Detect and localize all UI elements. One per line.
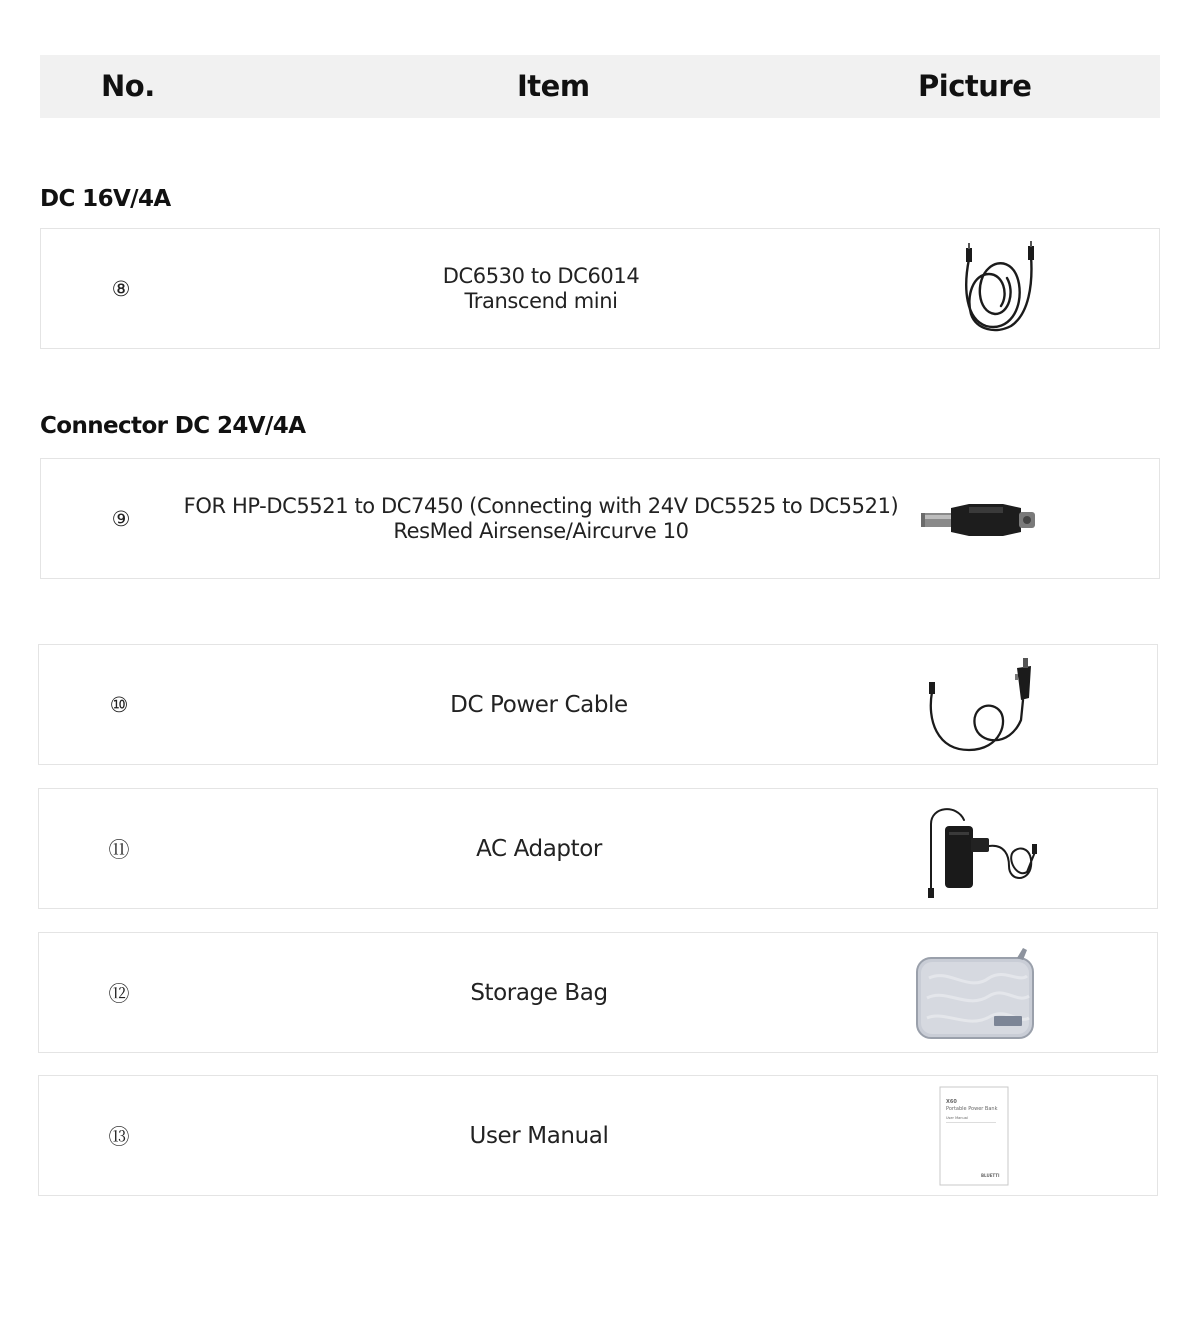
item-line1: Storage Bag — [470, 979, 608, 1006]
ac-adaptor-icon — [909, 794, 1039, 904]
storage-bag-icon — [909, 938, 1039, 1048]
manual-model: X60 — [946, 1098, 957, 1105]
row-number: ⑬ — [108, 1124, 130, 1149]
header-item: Item — [517, 69, 590, 103]
dc-connector-icon — [911, 464, 1041, 574]
manual-brand: BLUETTI — [981, 1172, 1000, 1178]
item-line1: AC Adaptor — [476, 835, 602, 862]
table-row — [40, 458, 1160, 579]
header-no: No. — [101, 69, 155, 103]
table-row — [38, 644, 1158, 765]
row-number: ⑨ — [111, 506, 131, 531]
user-manual-icon — [909, 1081, 1039, 1191]
table-row — [38, 788, 1158, 909]
item-line2: ResMed Airsense/Aircurve 10 — [393, 518, 689, 543]
header-picture: Picture — [918, 69, 1032, 103]
row-number: ⑫ — [108, 981, 130, 1006]
item-line1: User Manual — [469, 1122, 609, 1149]
section-title-dc24: Connector DC 24V/4A — [40, 413, 306, 439]
row-item — [151, 264, 931, 314]
row-number: ⑪ — [108, 837, 130, 862]
manual-subtitle: Portable Power Bank — [946, 1105, 998, 1112]
row-item — [149, 691, 929, 719]
table-row — [38, 1075, 1158, 1196]
item-line2: Transcend mini — [464, 288, 618, 313]
item-line1: DC Power Cable — [450, 691, 628, 718]
row-item — [149, 835, 929, 863]
manual-doc: User Manual — [946, 1115, 968, 1120]
table-header — [40, 55, 1160, 118]
section-title-dc16: DC 16V/4A — [40, 186, 171, 212]
table-row — [40, 228, 1160, 349]
row-item — [151, 494, 931, 544]
dc-cable-icon — [911, 234, 1041, 344]
row-number: ⑩ — [109, 692, 129, 717]
table-row — [38, 932, 1158, 1053]
row-item — [149, 979, 929, 1007]
car-charger-cable-icon — [909, 650, 1039, 760]
row-number: ⑧ — [111, 276, 131, 301]
row-item — [149, 1122, 929, 1150]
item-line1: FOR HP-DC5521 to DC7450 (Connecting with 24V DC5525 to DC5521) — [183, 493, 899, 518]
item-line1: DC6530 to DC6014 — [442, 263, 640, 288]
